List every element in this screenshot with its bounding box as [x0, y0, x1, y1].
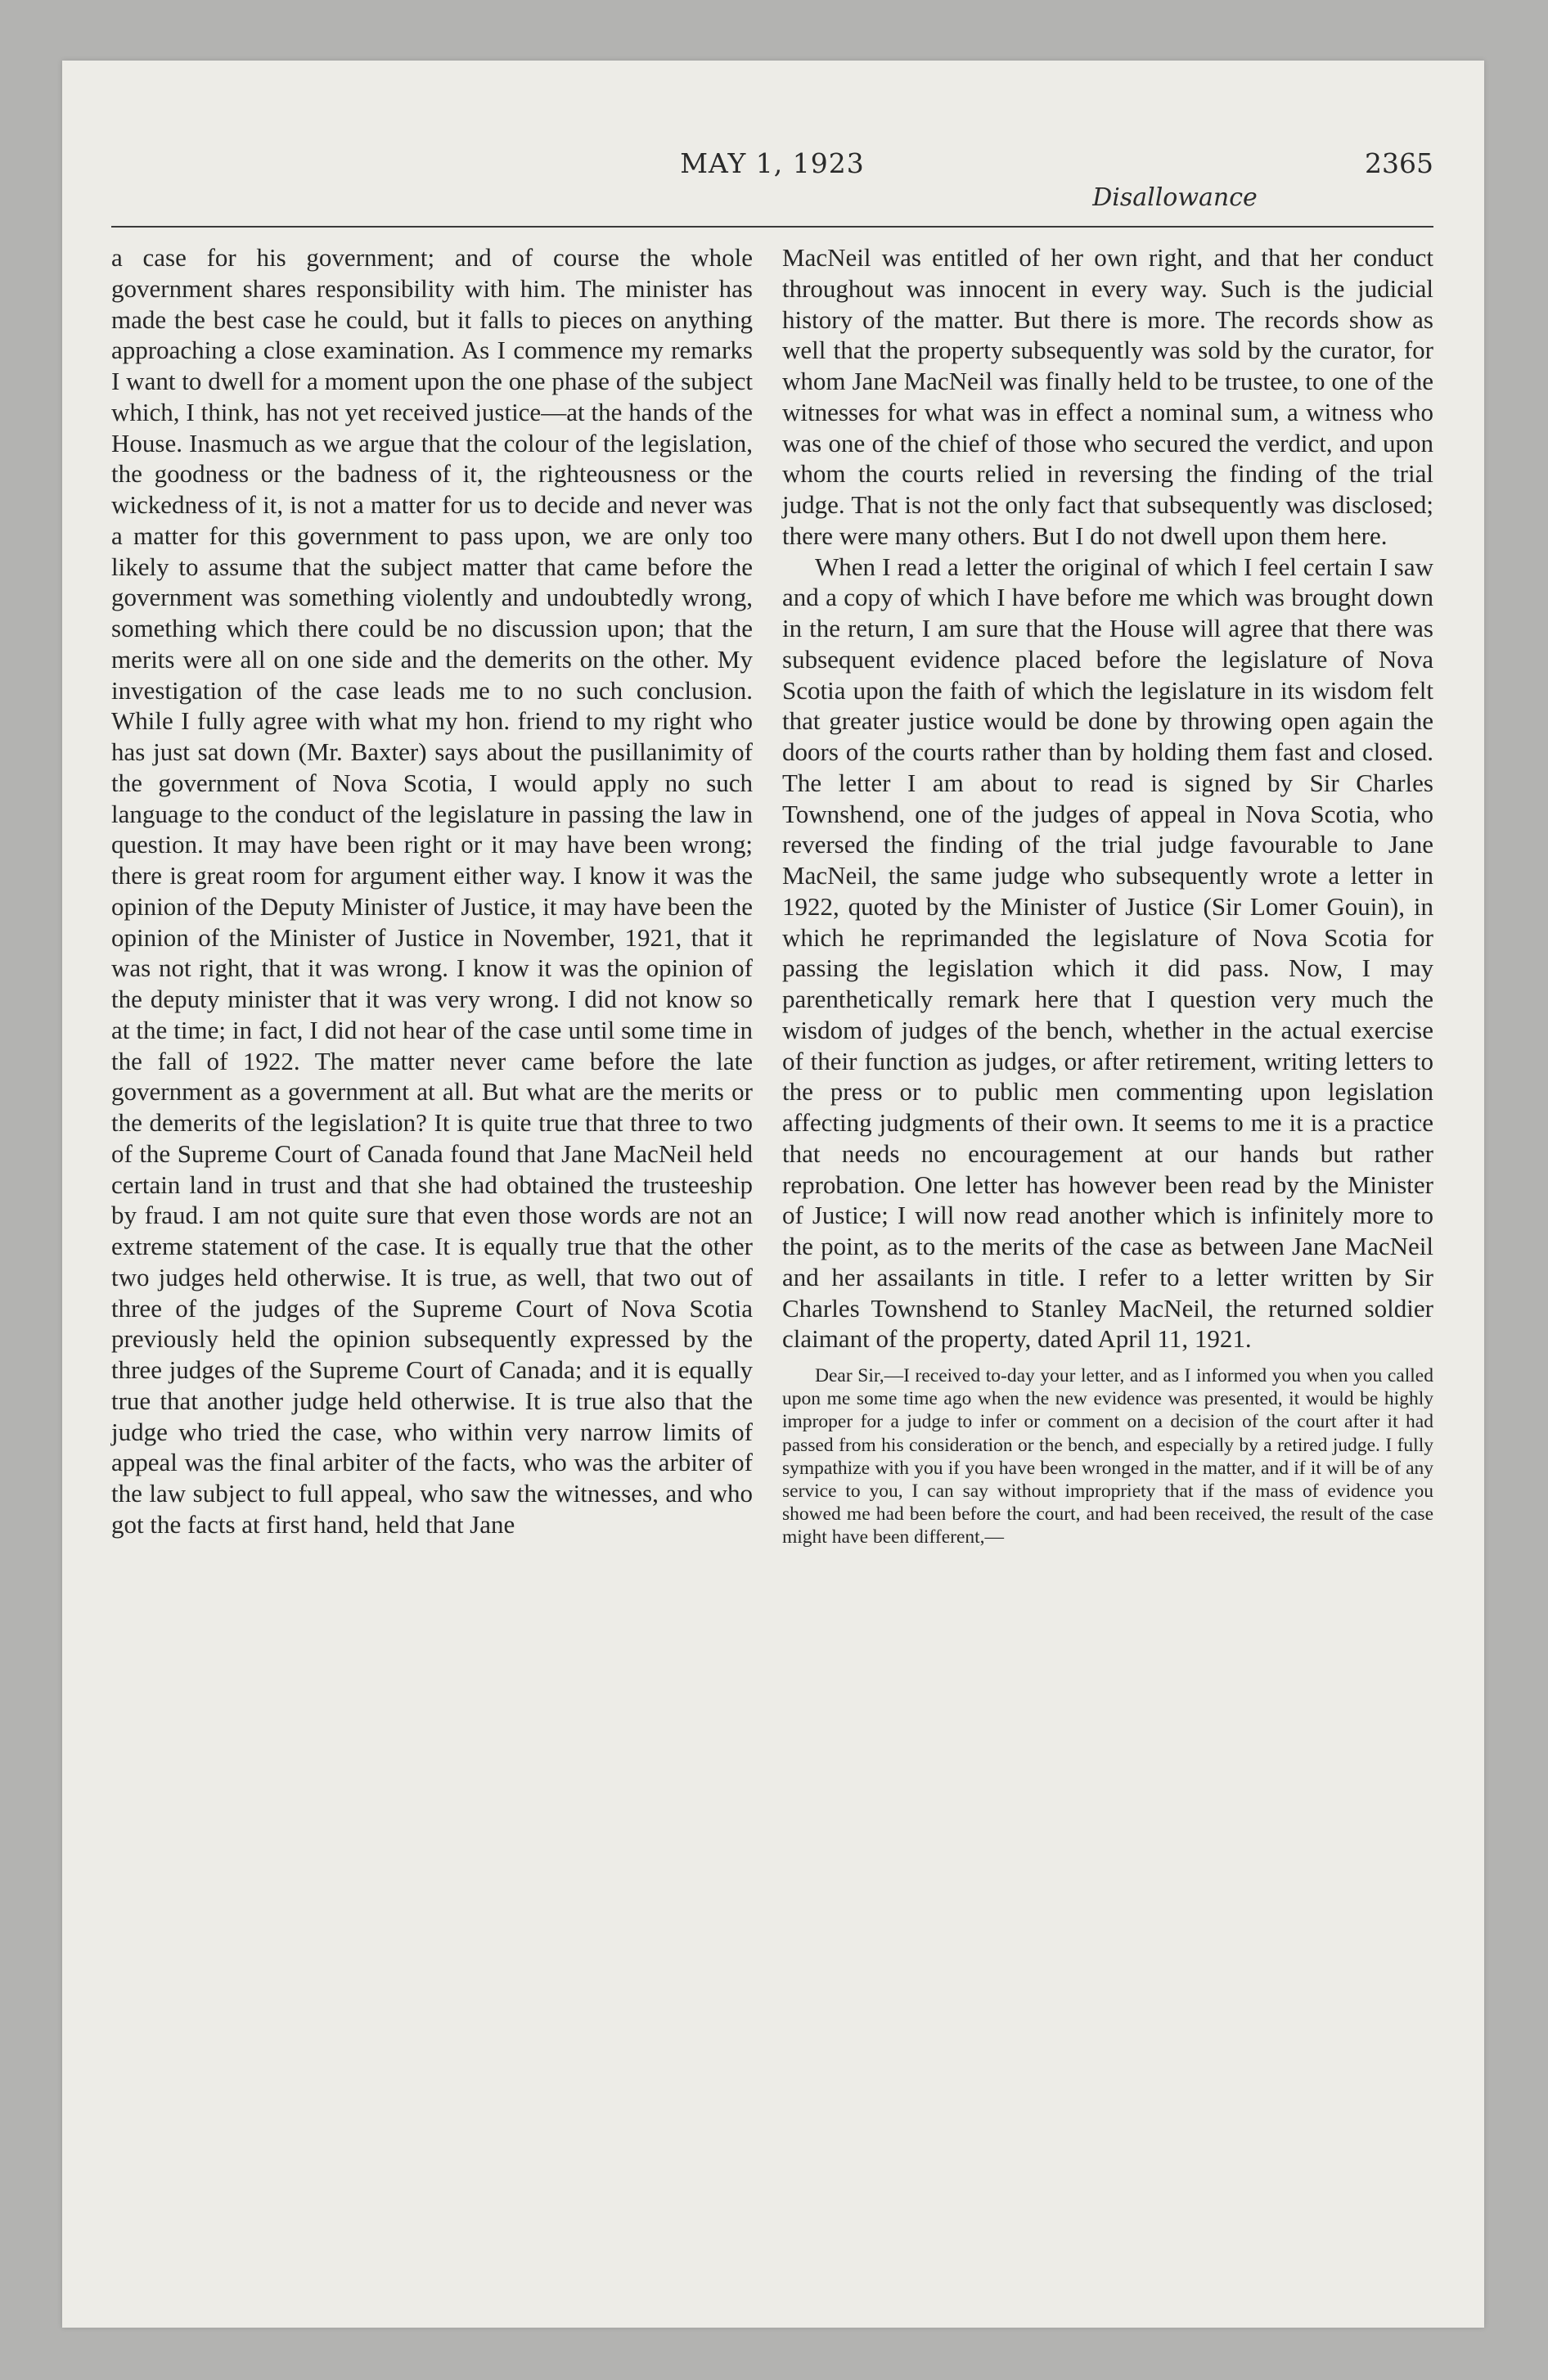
section-title: Disallowance: [1092, 183, 1258, 212]
right-paragraph-1: MacNeil was entitled of her own right, and that her conduct throughout was innocent in every way. Such is the judicial history of the matter. But there is more. The records show as well that the property subsequently was sold by the curator, for whom Jane MacNeil was finally held to be trustee, to one of the witnesses for what was in effect a nominal sum, a witness who was one of the chief of those who secured the verdict, and upon whom the courts relied in reversing the finding of the trial judge. That is not the only fact that subsequently was disclosed; there were many others. But I do not dwell upon them here.: [782, 243, 1433, 550]
left-column-text: a case for his government; and of course the whole government shares responsibility with him. The minister has made the best case he could, but it falls to pieces on anything approaching a close examination. As I commence my remarks I want to dwell for a moment upon the one phase of the subject which, I think, has not yet received justice—at the hands of the House. Inasmuch as we argue that the colour of the legislation, the goodness or the badness of it, the righteousness or the wickedness of it, is not a matter for us to decide and never was a matter for this government to pass upon, we are only too likely to assume that the subject matter that came before the government was something violently and undoubtedly wrong, something which there could be no discussion upon; that the merits were all on one side and the demerits on the other. My investigation of the case leads me to no such conclusion. While I fully agree with what my hon. friend to my right who has just sat down (Mr. Baxter) says about the pusillanimity of the government of Nova Scotia, I would apply no such language to the conduct of the legislature in passing the law in question. It may have been right or it may have been wrong; there is great room for argument either way. I know it was the opinion of the Deputy Minister of Justice, it may have been the opinion of the Minister of Justice in November, 1921, that it was not right, that it was wrong. I know it was the opinion of the deputy minister that it was very wrong. I did not know so at the time; in fact, I did not hear of the case until some time in the fall of 1922. The matter never came before the late government as a government at all. But what are the merits or the demerits of the legislation? It is quite true that three to two of the Supreme Court of Canada found that Jane MacNeil held certain land in trust and that she had obtained the trusteeship by fraud. I am not quite sure that even those words are not an extreme statement of the case. It is equally true that the other two judges held otherwise. It is true, as well, that two out of three of the judges of the Supreme Court of Nova Scotia previously held the opinion subsequently expressed by the three judges of the Supreme Court of Canada; and it is equally true that another judge held otherwise. It is true also that the judge who tried the case, who within very narrow limits of appeal was the final arbiter of the facts, who was the arbiter of the law subject to full appeal, who saw the witnesses, and who got the facts at first hand, held that Jane: [111, 243, 753, 1539]
right-paragraph-2: When I read a letter the original of which I feel certain I saw and a copy of which I have before me which was brought down in the return, I am sure that the House will agree that there was subsequent evidence placed before the legislature of Nova Scotia upon the faith of which the legislature in its wisdom felt that greater justice would be done by throwing open again the doors of the courts rather than by holding them fast and closed. The letter I am about to read is signed by Sir Charles Townshend, one of the judges of appeal in Nova Scotia, who reversed the finding of the trial judge favourable to Jane MacNeil, the same judge who subsequently wrote a letter in 1922, quoted by the Minister of Justice (Sir Lomer Gouin), in which he reprimanded the legislature of Nova Scotia for passing the legislation which it did pass. Now, I may parenthetically remark here that I question very much the wisdom of judges of the bench, whether in the actual exercise of their function as judges, or after retirement, writing letters to the press or to public men commenting upon legislation affecting judgments of their own. It seems to me it is a practice that needs no encouragement at our hands but rather reprobation. One letter has however been read by the Minister of Justice; I will now read another which is infinitely more to the point, as to the merits of the case as between Jane MacNeil and her assailants in title. I refer to a letter written by Sir Charles Townshend to Stanley MacNeil, the returned soldier claimant of the property, dated April 11, 1921.: [782, 552, 1433, 1354]
header-date: MAY 1, 1923: [680, 147, 865, 179]
page-header: [111, 147, 1433, 213]
left-column: [111, 242, 753, 1540]
right-column: [782, 242, 1433, 1549]
header-rule: [111, 226, 1433, 228]
page-number: 2365: [1365, 147, 1433, 179]
quoted-letter: Dear Sir,—I received to-day your letter, and as I informed you when you called upon me some time ago when the new evidence was presented, it would be highly improper for a judge to infer or comment on a decision of the court after it had passed from his consideration or the bench, and especially by a retired judge. I fully sympathize with you if you have been wronged in the matter, and if it will be of any service to you, I can say without impropriety that if the mass of evidence you showed me had been before the court, and had been received, the result of the case might have been different,—: [782, 1365, 1433, 1548]
